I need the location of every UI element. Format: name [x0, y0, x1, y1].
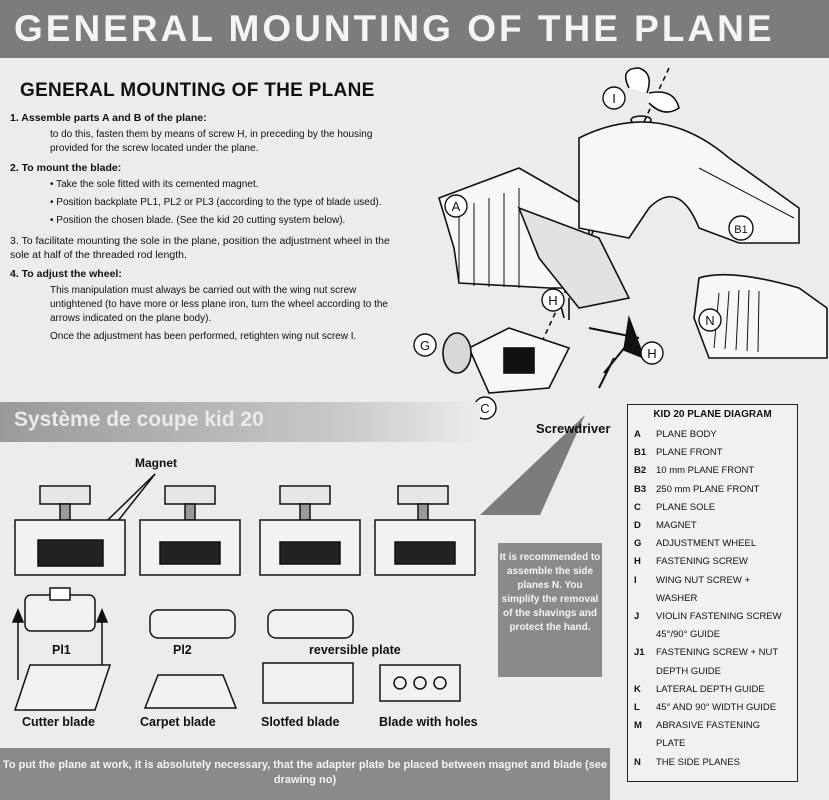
legend-row — [634, 535, 791, 553]
label-I: I — [612, 91, 616, 106]
cutting-system-title: Système de coupe kid 20 — [14, 408, 264, 431]
legend-value: WASHER — [656, 592, 698, 604]
legend-row — [634, 462, 791, 480]
step-4-text-1: This manipulation must always be carried out with the wing nut screw untightened (to have more or less plane iron, turn the wheel according to the arrows indicated on the plane body). — [50, 285, 388, 324]
legend-row — [634, 626, 791, 644]
legend-row — [634, 735, 791, 753]
legend-row — [634, 681, 791, 699]
legend-value: 250 mm PLANE FRONT — [656, 483, 760, 495]
legend-key — [634, 626, 656, 644]
label-H-2: H — [647, 346, 657, 361]
holder-3 — [260, 486, 360, 575]
screwdriver-label: Screwdriver — [536, 421, 611, 436]
legend-value: DEPTH GUIDE — [656, 665, 721, 677]
legend-key: I — [634, 574, 637, 586]
label-G: G — [419, 338, 431, 353]
plate-pl2-label: Pl2 — [173, 643, 192, 657]
legend-row — [634, 644, 791, 662]
legend-row — [634, 481, 791, 499]
cutting-system-band — [0, 402, 480, 442]
slotted-blade-label: Slotfed blade — [261, 715, 340, 729]
step-2-head: 2. To mount the blade: — [10, 162, 122, 174]
holder-1 — [15, 486, 125, 575]
legend-key: K — [634, 683, 641, 695]
legend-value: PLATE — [656, 738, 686, 750]
legend-key: L — [634, 702, 640, 714]
legend-value: PLANE FRONT — [656, 447, 723, 459]
legend-key: N — [634, 756, 641, 768]
legend-rows — [634, 426, 791, 772]
tip-box: It is recommended to assemble the side planes N. You simplify the removal of the shavings and protect the hand. — [498, 543, 602, 677]
cutter-blade-label: Cutter blade — [22, 715, 95, 729]
label-A: A — [451, 199, 461, 214]
legend-value: ADJUSTMENT WHEEL — [656, 538, 757, 550]
legend-box — [627, 404, 798, 782]
top-banner — [0, 0, 829, 58]
legend-value: PLANE BODY — [656, 429, 717, 440]
legend-key: B1 — [634, 447, 647, 459]
magnet-label: Magnet — [135, 456, 177, 470]
legend-row — [634, 699, 791, 717]
holder-4 — [375, 486, 475, 575]
label-C: C — [480, 401, 490, 416]
legend-key: C — [634, 501, 641, 513]
legend-key: G — [634, 538, 642, 550]
plate-pl1-label: Pl1 — [52, 643, 71, 657]
legend-value: FASTENING SCREW — [656, 556, 748, 568]
legend-row — [634, 754, 791, 772]
legend-row — [634, 717, 791, 735]
step-3-text: 3. To facilitate mounting the sole in the plane, position the adjustment wheel in the sole at half of the threaded rod length. — [10, 235, 390, 261]
legend-key: B2 — [634, 465, 647, 477]
step-1-head: 1. Assemble parts A and B of the plane: — [10, 112, 207, 124]
legend-row — [634, 590, 791, 608]
holder-2 — [140, 486, 240, 575]
legend-row — [634, 517, 791, 535]
legend-title: KID 20 PLANE DIAGRAM — [653, 409, 772, 420]
legend-row — [634, 426, 791, 444]
legend-row — [634, 553, 791, 571]
legend-value: 10 mm PLANE FRONT — [656, 465, 755, 477]
legend-key: H — [634, 556, 641, 568]
legend-value: 45° AND 90° WIDTH GUIDE — [656, 702, 777, 714]
legend-value: ABRASIVE FASTENING — [656, 720, 760, 732]
legend-value: FASTENING SCREW + NUT — [656, 647, 779, 659]
legend-key: M — [634, 720, 642, 732]
legend-row — [634, 663, 791, 681]
step-2-bullet: • Take the sole fitted with its cemented magnet. — [50, 179, 259, 190]
legend-key: A — [634, 429, 641, 440]
footer-note: To put the plane at work, it is absolutely necessary, that the adapter plate be placed between magnet and blade (see drawing no) — [0, 748, 610, 800]
step-1-text: to do this, fasten them by means of screw H, in preceding by the housing provided for the screw located under the plane. — [50, 129, 373, 154]
section-title: GENERAL MOUNTING OF THE PLANE — [20, 80, 375, 101]
legend-value: LATERAL DEPTH GUIDE — [656, 683, 765, 695]
step-4-text-2: Once the adjustment has been performed, retighten wing nut screw I. — [50, 331, 357, 342]
legend-value: PLANE SOLE — [656, 501, 716, 513]
step-2-bullet: • Position the chosen blade. (See the kid 20 cutting system below). — [50, 215, 346, 226]
step-4-head: 4. To adjust the wheel: — [10, 268, 122, 280]
reversible-plate-label: reversible plate — [309, 643, 401, 657]
legend-row — [634, 444, 791, 462]
cutting-system-diagram — [10, 470, 500, 730]
label-N: N — [705, 313, 715, 328]
legend-value: 45°/90° GUIDE — [656, 629, 721, 641]
legend-value: THE SIDE PLANES — [656, 756, 740, 768]
legend-value: VIOLIN FASTENING SCREW — [656, 611, 782, 623]
legend-row — [634, 572, 791, 590]
legend-value: WING NUT SCREW + — [656, 574, 751, 586]
instructions — [10, 80, 400, 348]
step-2-bullet: • Position backplate PL1, PL2 or PL3 (according to the type of blade used). — [50, 197, 382, 208]
legend-key: J — [634, 611, 640, 623]
banner-title: GENERAL MOUNTING OF THE PLANE — [14, 8, 775, 49]
legend-row — [634, 608, 791, 626]
label-H-1: H — [548, 293, 558, 308]
legend-key — [634, 590, 656, 608]
label-B1: B1 — [734, 224, 748, 236]
legend-key — [634, 663, 656, 681]
legend-key: D — [634, 520, 641, 532]
legend-key: B3 — [634, 483, 647, 495]
legend-value: MAGNET — [656, 520, 697, 532]
legend-row — [634, 499, 791, 517]
legend-key — [634, 735, 656, 753]
legend-key: J1 — [634, 647, 645, 659]
holes-blade-label: Blade with holes — [379, 715, 478, 729]
carpet-blade-label: Carpet blade — [140, 715, 216, 729]
